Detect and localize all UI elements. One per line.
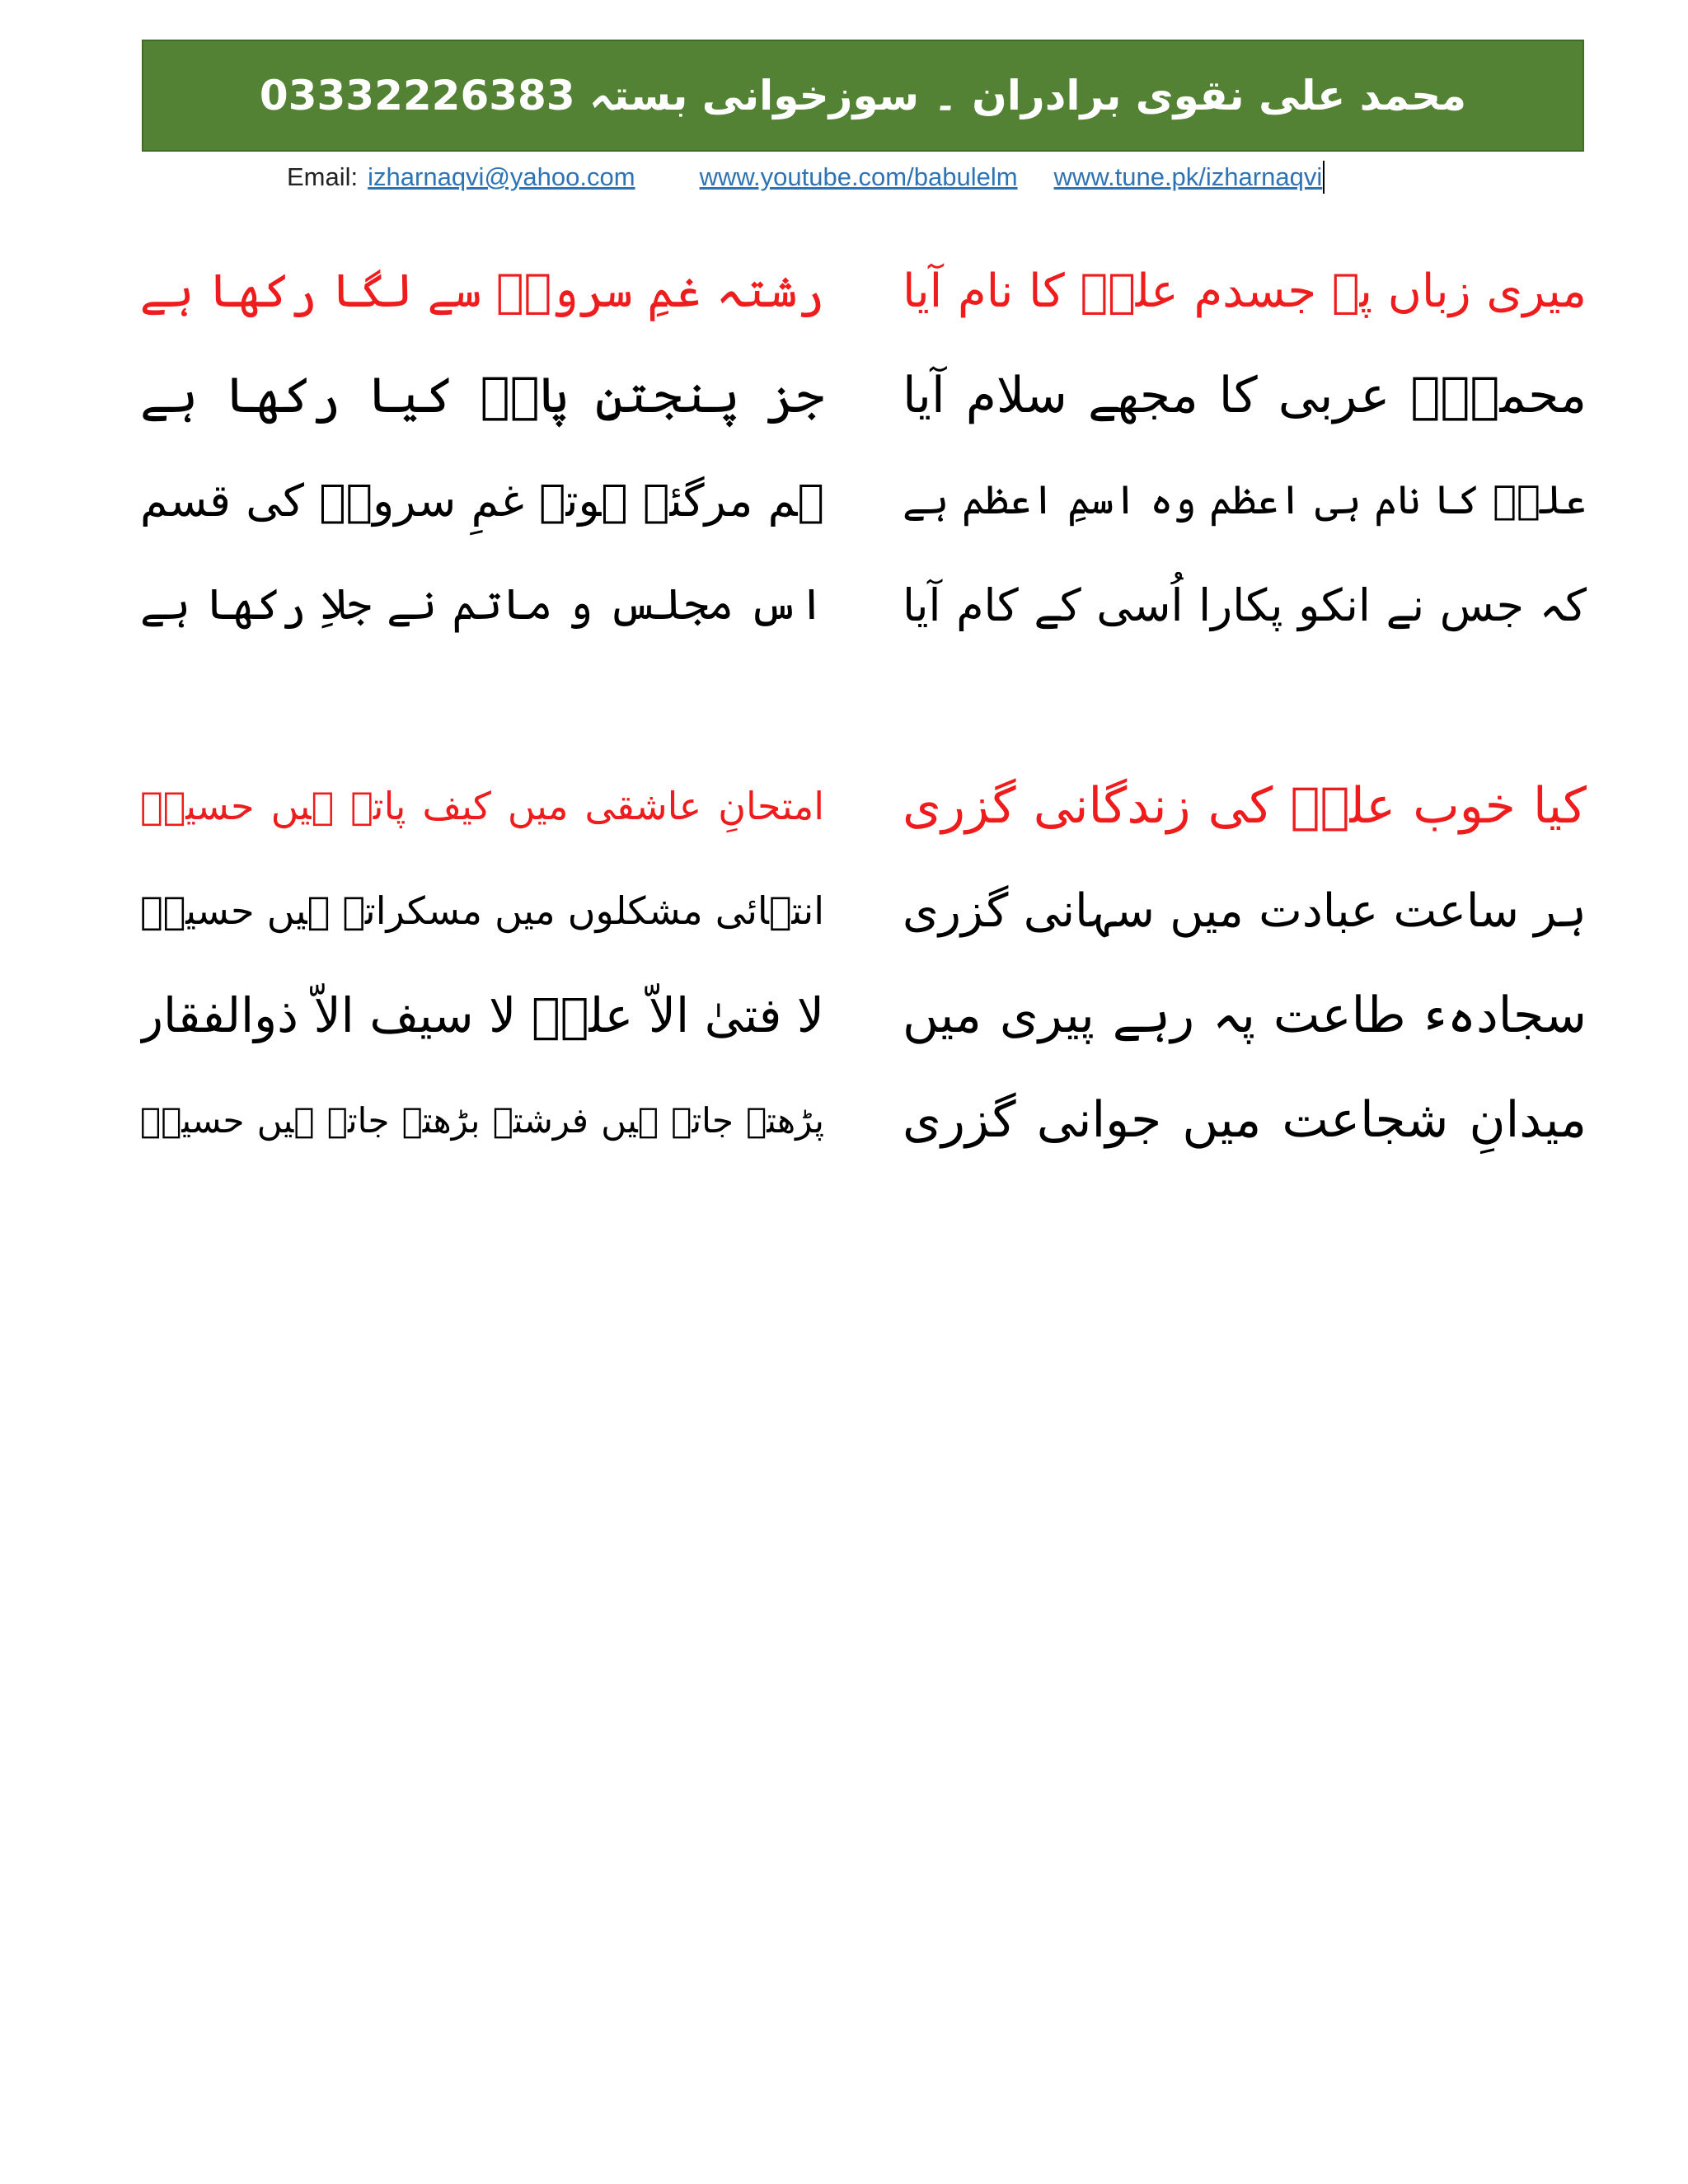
stanza-line: علیؑ کا نام ہی اعظم وہ اسمِ اعظم ہے — [903, 477, 1587, 523]
stanza-heading: میری زباں پہ جسدم علیؑ کا نام آیا — [903, 265, 1587, 318]
stanza-line: ہم مرگئے ہوتے غمِ سرورؑ کی قسم — [140, 475, 824, 527]
email-link[interactable]: izharnaqvi@yahoo.com — [368, 162, 635, 191]
stanza-line: اس مجلس و ماتم نے جلاِ رکھا ہے — [140, 580, 824, 630]
stanza-line: میدانِ شجاعت میں جوانی گزری — [903, 1091, 1587, 1149]
stanza-heading: رشتہ غمِ سرورؑ سے لگا رکھا ہے — [140, 265, 824, 318]
tune-link[interactable]: www.tune.pk/izharnaqvi — [1053, 162, 1323, 191]
stanza-line: ہر ساعت عبادت میں سہانی گزری — [903, 884, 1587, 938]
stanza-line: کہ جس نے انکو پکارا اُسی کے کام آیا — [903, 579, 1587, 631]
stanza-2 — [140, 239, 824, 658]
stanza-1 — [903, 239, 1587, 658]
stanza-4 — [140, 754, 824, 1173]
email-label: Email: — [287, 162, 359, 191]
stanza-line: لا فتیٰ الاّ علیؑ لا سیف الاّ ذوالفقار — [140, 987, 824, 1043]
stanza-heading: امتحانِ عاشقی میں کیف پاتے ہیں حسینؑ — [140, 784, 824, 828]
stanza-line: محمدِؐ عربی کا مجھے سلام آیا — [903, 367, 1587, 424]
stanza-line: جز پنجتنِ پاکؑ کیا رکھا ہے — [140, 367, 824, 424]
stanza-line: انتہائی مشکلوں میں مسکراتے ہیں حسینؑ — [140, 888, 824, 933]
text-cursor — [1323, 161, 1325, 194]
contact-line — [287, 157, 1325, 198]
stanza-line: پڑھتے جاتے ہیں فرشتے بڑھتے جاتے ہیں حسینؑ — [140, 1100, 824, 1141]
stanza-3 — [903, 754, 1587, 1173]
header-title: محمد علی نقوی برادران ۔ سوزخوانی بستہ 03332226383 — [259, 72, 1467, 120]
header-banner — [142, 40, 1584, 152]
youtube-link[interactable]: www.youtube.com/babulelm — [699, 162, 1018, 191]
stanza-line: سجادہء طاعت پہ رہے پیری میں — [903, 987, 1587, 1044]
stanza-heading: کیا خوب علیؑ کی زندگانی گزری — [903, 777, 1587, 835]
